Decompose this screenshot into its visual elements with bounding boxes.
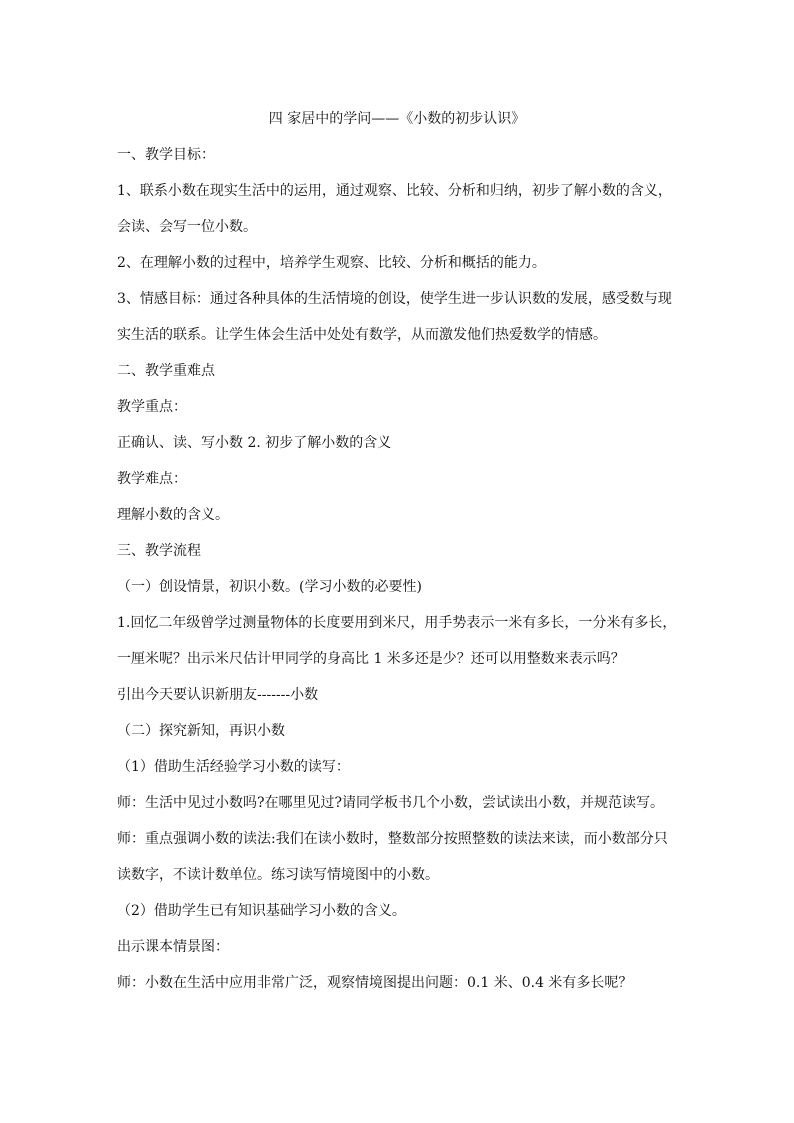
section-heading-key-points: 二、教学重难点 (117, 363, 215, 379)
difficulty-label: 教学难点： (117, 471, 187, 487)
process-step-1-line-2: 一厘米呢？出示米尺估计甲同学的身高比 1 米多还是少？还可以用整数来表示吗？ (117, 651, 625, 667)
objective-1-line-2: 会读、会写一位小数。 (117, 219, 257, 235)
teacher-line-2b: 读数字，不读计数单位。练习读写情境图中的小数。 (117, 867, 439, 883)
teacher-line-1: 师：生活中见过小数吗?在哪里见过?请同学板书几个小数，尝试读出小数，并规范读写。 (117, 795, 665, 811)
process-step-2-heading: （二）探究新知，再识小数 (117, 723, 285, 739)
document-page (117, 109, 677, 1009)
objective-1-line-1: 1、联系小数在现实生活中的运用，通过观察、比较、分析和归纳，初步了解小数的含义， (117, 183, 672, 199)
objective-2: 2、在理解小数的过程中，培养学生观察、比较、分析和概括的能力。 (117, 255, 546, 271)
process-step-1-line-3: 引出今天要认识新朋友-------小数 (117, 687, 319, 703)
section-heading-process: 三、教学流程 (117, 543, 201, 559)
process-step-2-sub-2: （2）借助学生已有知识基础学习小数的含义。 (117, 903, 406, 919)
process-step-1-line-1: 1.回忆二年级曾学过测量物体的长度要用到米尺，用手势表示一米有多长，一分米有多长， (117, 615, 677, 631)
section-heading-objectives: 一、教学目标： (117, 147, 215, 163)
objective-3-line-1: 3、情感目标：通过各种具体的生活情境的创设，使学生进一步认识数的发展，感受数与现 (117, 291, 672, 307)
key-point-text: 正确认、读、写小数 2. 初步了解小数的含义 (117, 435, 392, 451)
show-textbook-scene: 出示课本情景图： (117, 939, 229, 955)
process-step-2-sub-1: （1）借助生活经验学习小数的读写： (117, 759, 350, 775)
teacher-line-2a: 师：重点强调小数的读法:我们在读小数时，整数部分按照整数的读法来读，而小数部分只 (117, 831, 668, 847)
teacher-line-3: 师：小数在生活中应用非常广泛，观察情境图提出问题：0.1 米、0.4 米有多长呢？ (117, 975, 633, 991)
key-point-label: 教学重点： (117, 399, 187, 415)
difficulty-text: 理解小数的含义。 (117, 507, 229, 523)
objective-3-line-2: 实生活的联系。让学生体会生活中处处有数学，从而激发他们热爱数学的情感。 (117, 327, 607, 343)
process-step-1-heading: （一）创设情景，初识小数。(学习小数的必要性) (117, 579, 422, 595)
document-title: 四 家居中的学问——《小数的初步认识》 (268, 111, 526, 127)
